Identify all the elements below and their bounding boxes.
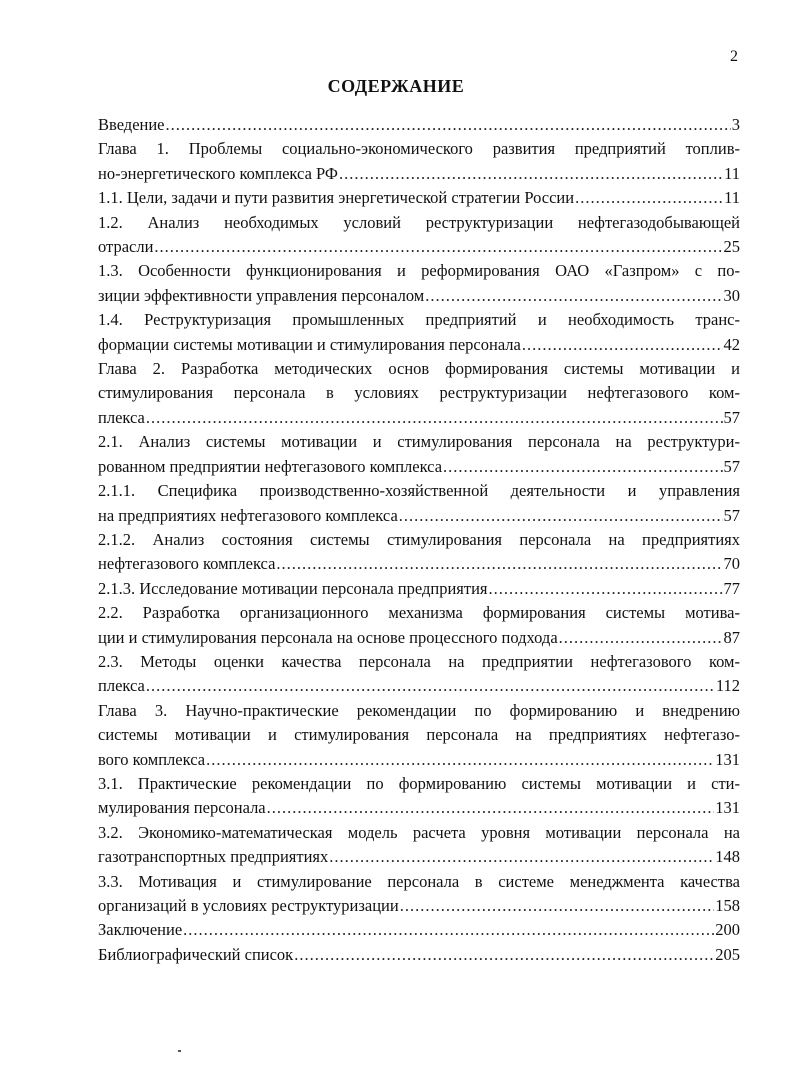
toc-entry [98, 357, 740, 430]
toc-entry-line: 2.3. Методы оценки качества персонала на предприятии нефтегазового ком- [98, 651, 740, 671]
dot-leader [183, 918, 714, 942]
toc-entry-final-line [98, 406, 740, 430]
page-number: 2 [730, 48, 738, 65]
toc-entry-text: но-энергетического комплекса РФ [98, 163, 338, 183]
toc-entry-text: мулирования персонала [98, 798, 266, 818]
toc-entry-text: Библиографический список [98, 944, 294, 964]
toc-entry-final-line [98, 186, 740, 210]
toc-entry-final-line [98, 113, 740, 137]
toc-entry-line: 1.2. Анализ необходимых условий реструктуризации нефтегазодобывающей [98, 212, 740, 232]
toc-entry-text: газотранспортных предприятиях [98, 847, 329, 867]
toc-entry-final-line [98, 626, 740, 650]
dot-leader [276, 552, 722, 576]
dot-leader [294, 943, 714, 967]
toc-entry-final-line [98, 504, 740, 528]
dot-leader [166, 113, 731, 137]
toc-entry-line: 3.1. Практические рекомендации по формированию системы мотивации и сти- [98, 773, 740, 793]
toc-entry-text: нефтегазового комплекса [98, 554, 276, 574]
dot-leader [329, 845, 714, 869]
toc-entry-final-line [98, 333, 740, 357]
toc-entry-final-line [98, 284, 740, 308]
toc-entry-line: Глава 3. Научно-практические рекомендации по формированию и внедрению [98, 700, 740, 720]
toc-page-number: 11 [724, 163, 740, 183]
toc-entry [98, 211, 740, 260]
toc-page-number: 131 [715, 749, 740, 769]
toc-entry [98, 259, 740, 308]
dot-leader [146, 406, 723, 430]
dot-leader [489, 577, 723, 601]
toc-page-number: 87 [723, 627, 740, 647]
toc-entry-text: 1.1. Цели, задачи и пути развития энергетической стратегии России [98, 188, 575, 208]
toc-page-number: 57 [723, 456, 740, 476]
dot-leader [154, 235, 722, 259]
toc-entry-line: 2.1. Анализ системы мотивации и стимулирования персонала на реструктури- [98, 432, 740, 452]
toc-entry-line: 2.1.2. Анализ состояния системы стимулирования персонала на предприятиях [98, 529, 740, 549]
toc-entry [98, 943, 740, 967]
toc-entry [98, 772, 740, 821]
toc-entry [98, 113, 740, 137]
toc-entry [98, 918, 740, 942]
toc-entry-text: отрасли [98, 237, 154, 257]
toc-entry-line: Глава 2. Разработка методических основ формирования системы мотивации и [98, 359, 740, 379]
toc-entry-line: 2.2. Разработка организационного механизма формирования системы мотива- [98, 603, 740, 623]
toc-entry-final-line [98, 918, 740, 942]
toc-page-number: 42 [723, 334, 740, 354]
dot-leader [339, 162, 723, 186]
toc-entry-text: зиции эффективности управления персоналом [98, 285, 425, 305]
toc-entry [98, 870, 740, 919]
toc-entry [98, 650, 740, 699]
toc-entry-text: Заключение [98, 920, 183, 940]
toc-page-number: 3 [731, 115, 740, 134]
toc-entry-line: 2.1.1. Специфика производственно-хозяйственной деятельности и управления [98, 481, 740, 501]
toc-page-number: 205 [715, 944, 740, 964]
toc-entry-final-line [98, 845, 740, 869]
scan-speck [178, 1050, 181, 1052]
toc-entry-final-line [98, 162, 740, 186]
toc-page-number: 30 [723, 285, 740, 305]
toc-entry-final-line [98, 748, 740, 772]
toc-page-number: 77 [723, 578, 740, 598]
toc-entry-text: рованном предприятии нефтегазового комплекса [98, 456, 443, 476]
toc-entry [98, 308, 740, 357]
toc-entry-text: формации системы мотивации и стимулирования персонала [98, 334, 521, 354]
toc-entry-text: плекса [98, 676, 145, 696]
toc-entry-final-line [98, 552, 740, 576]
toc-entry-line: системы мотивации и стимулирования персонала на предприятиях нефтегазо- [98, 725, 740, 745]
toc-entry [98, 430, 740, 479]
dot-leader [267, 796, 715, 820]
toc-entry-final-line [98, 577, 740, 601]
toc-entry-final-line [98, 943, 740, 967]
toc-entry [98, 577, 740, 601]
toc-page-number: 57 [723, 407, 740, 427]
toc-page-number: 200 [715, 920, 740, 940]
toc-entry-line: 3.3. Мотивация и стимулирование персонала в системе менеджмента качества [98, 871, 740, 891]
dot-leader [443, 455, 722, 479]
toc-entry [98, 699, 740, 772]
toc-page-number: 148 [715, 847, 740, 867]
toc-entry-text: на предприятиях нефтегазового комплекса [98, 505, 398, 525]
toc-entry [98, 528, 740, 577]
toc-entry-final-line [98, 455, 740, 479]
dot-leader [400, 894, 715, 918]
dot-leader [425, 284, 722, 308]
toc-entry-line: стимулирования персонала в условиях реструктуризации нефтегазового ком- [98, 383, 740, 403]
toc-page-number: 131 [715, 798, 740, 818]
dot-leader [559, 626, 723, 650]
toc-page-number: 112 [715, 676, 740, 696]
toc-entry [98, 601, 740, 650]
toc-page-number: 158 [715, 896, 740, 915]
toc-entry-text: плекса [98, 407, 145, 427]
toc-entry [98, 821, 740, 870]
toc-entry [98, 479, 740, 528]
toc-entry-final-line [98, 894, 740, 918]
toc-entry [98, 186, 740, 210]
toc-entry-line: 1.3. Особенности функционирования и реформирования ОАО «Газпром» с по- [98, 261, 740, 281]
toc-page-number: 70 [723, 554, 740, 574]
table-of-contents [98, 113, 740, 967]
toc-entry-text: ции и стимулирования персонала на основе процессного подхода [98, 627, 558, 647]
toc-entry [98, 137, 740, 186]
toc-page-number: 25 [723, 237, 740, 257]
toc-entry-line: 3.2. Экономико-математическая модель расчета уровня мотивации персонала на [98, 822, 740, 842]
dot-leader [399, 504, 723, 528]
dot-leader [206, 748, 714, 772]
toc-entry-final-line [98, 674, 740, 698]
toc-entry-text: 2.1.3. Исследование мотивации персонала предприятия [98, 578, 488, 598]
dot-leader [575, 186, 723, 210]
toc-entry-text: вого комплекса [98, 749, 206, 769]
toc-entry-final-line [98, 235, 740, 259]
toc-entry-text: организаций в условиях реструктуризации [98, 896, 399, 915]
toc-page-number: 57 [723, 505, 740, 525]
toc-entry-text: Введение [98, 115, 165, 134]
toc-entry-line: 1.4. Реструктуризация промышленных предприятий и необходимость транс- [98, 310, 740, 330]
page-title: СОДЕРЖАНИЕ [327, 76, 465, 96]
toc-entry-final-line [98, 796, 740, 820]
dot-leader [146, 674, 715, 698]
toc-page-number: 11 [724, 188, 740, 208]
dot-leader [522, 333, 723, 357]
toc-entry-line: Глава 1. Проблемы социально-экономического развития предприятий топлив- [98, 139, 740, 159]
